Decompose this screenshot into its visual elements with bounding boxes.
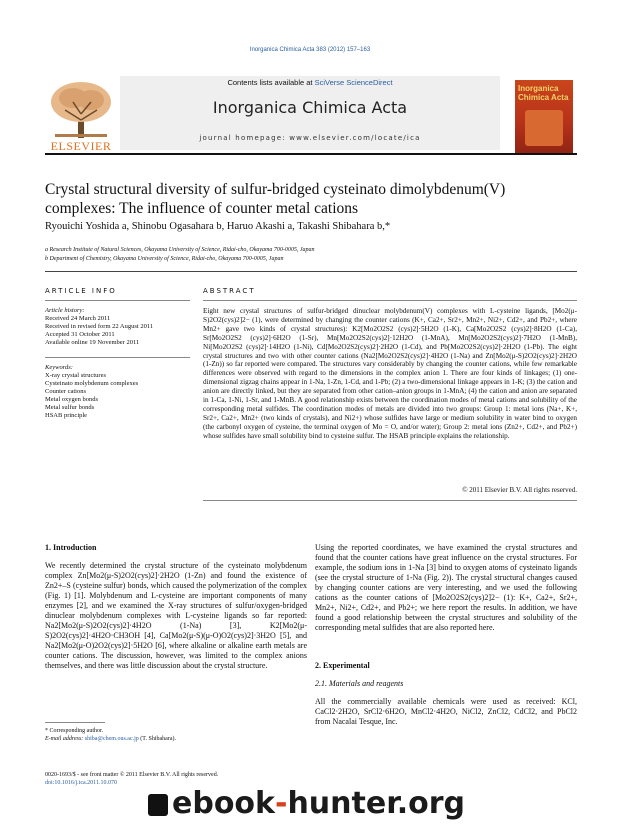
contents-line bbox=[120, 78, 500, 87]
watermark bbox=[172, 786, 620, 824]
history-label: Article history: bbox=[45, 307, 85, 314]
article-info-rule bbox=[45, 300, 190, 301]
keywords-list bbox=[45, 364, 195, 420]
elsevier-tree-logo bbox=[45, 80, 117, 144]
header-divider bbox=[45, 153, 577, 155]
keyword: Cysteinato molybdenum complexes bbox=[45, 380, 139, 387]
keyword: Metal sulfur bonds bbox=[45, 404, 95, 411]
abstract-heading: ABSTRACT bbox=[203, 287, 256, 295]
materials-subheading: 2.1. Materials and reagents bbox=[315, 679, 404, 688]
history-item: Available online 19 November 2011 bbox=[45, 339, 140, 346]
email-link[interactable]: shiba@chem.ous.ac.jp bbox=[84, 736, 139, 742]
email-suffix: (T. Shibahara). bbox=[138, 736, 177, 742]
history-item: Received in revised form 22 August 2011 bbox=[45, 323, 154, 330]
contents-prefix: Contents lists available at bbox=[227, 78, 315, 87]
intro-heading: 1. Introduction bbox=[45, 543, 97, 552]
article-info-heading: ARTICLE INFO bbox=[45, 287, 117, 295]
watermark-dash: - bbox=[275, 786, 288, 821]
keywords-rule bbox=[45, 357, 190, 358]
doi-link[interactable]: doi:10.1016/j.ica.2011.10.070 bbox=[45, 780, 117, 786]
experimental-heading: 2. Experimental bbox=[315, 661, 370, 670]
affiliation-divider bbox=[45, 271, 577, 272]
article-title-line1: Crystal structural diversity of sulfur-bridged cysteinato dimolybdenum(V) bbox=[45, 181, 506, 198]
journal-cover-image bbox=[515, 80, 573, 155]
abstract-text: Eight new crystal structures of sulfur-bridged dinuclear molybdenum(V) complexes with L-cysteine ligands, [Mo2(μ-S)2O2(cys)2]2− (1), were determined by changing the counter cations (K+, Ca2+, Sr2+, Mn2+, Ni2+, Cd2+, and Pb2+, where Mn2+ gave two kinds of crystal structures): K2[Mo2O2S2 (cys)2]·5H2O (1-K), Ca[Mo2O2S2 (cys)2]·8H2O (1-Ca), Sr[Mo2O2S2 (cys)2]·6H2O (1-Sr), Mn[Mo2O2S2(cys)2]·12H2O (1-MnA), Mn[Mo2O2S2(cys)2]·7H2O (1-MnB), Ni[Mo2O2S2 (cys)2]·14H2O (1-Ni), Cd[Mo2O2S2(cys)2]·2H2O (1-Cd), and Pb[Mo2O2S2(cys)2]·2H2O (1-Pb). The eight crystal structures and two with other counter cations (Na2[Mo2O2S2(cys)2]·4H2O (1-Na) and Zn[Mo2(μ-S)2O2(cys)2]·2H2O (1-Zn)) so far reported were compared. The structures vary considerably by changing the counter cations, while few remarkable differences were observed with regard to the dimensions in the complex anion 1. There are four kinds of linkages; (1) one-dimensional zigzag chains appear in 1-Na, 1-Zn, 1-Cd, and 1-Pb; (2) a two-dimensional linkage appears in 1-K; (3) the cation and anion are directly linked, but they are separated from other cation–anion groups in 1-MnA; (4) the cation and anion are separated in 1-Ca, 1-Ni, 1-Sr, and 1-MnB. A good relationship exists between the coordination modes of metal cations and solubility of the corresponding metal sulfides. The coordination modes of metals are divided into two groups: Group 1: metal ions (Na+, K+, Sr2+, Ca2+, Mn2+ (two kinds of crystals), and Ni2+) whose sulfides have large or medium solubility in water bind to oxygen (the carbonyl oxygen of cysteine, the terminal oxygen of Mo = O, and/or water); Group 2: metal ions (Zn2+, Cd2+, and Pb2+) whose sulfides have small solubility bind to cysteine sulfur. The HSAB principle explains the relationship. bbox=[203, 307, 577, 440]
materials-paragraph: All the commercially available chemicals were used as received: KCl, CaCl2·2H2O, SrCl2·6H2O, MnCl2·4H2O, NiCl2, ZnCl2, CdCl2, and PbCl2 from Nacalai Tesque, Inc. bbox=[315, 697, 577, 726]
watermark-part1: ebook bbox=[172, 786, 275, 821]
cover-graphic bbox=[525, 110, 563, 146]
abstract-bottom-rule bbox=[203, 500, 577, 501]
keyword: Metal oxygen bonds bbox=[45, 396, 99, 403]
footnote-rule bbox=[45, 722, 105, 723]
affiliation-b: b Department of Chemistry, Okayama University of Science, Ridai-cho, Okayama 700-0005, Japan bbox=[45, 256, 284, 262]
history-item: Accepted 31 October 2011 bbox=[45, 331, 115, 338]
abstract-rule bbox=[203, 300, 577, 301]
cover-title: Inorganica Chimica Acta bbox=[518, 84, 569, 102]
journal-title: Inorganica Chimica Acta bbox=[212, 98, 408, 117]
email-label: E-mail address: bbox=[45, 736, 85, 742]
publisher-name: ELSEVIER bbox=[50, 139, 112, 153]
article-title bbox=[45, 180, 577, 218]
history-item: Received 24 March 2011 bbox=[45, 315, 111, 322]
affiliation-a: a Research Institute of Natural Sciences, Okayama University of Science, Ridai-cho, Okayama 700-0005, Japan bbox=[45, 247, 315, 253]
author-list: Ryouichi Yoshida a, Shinobu Ogasahara b, Haruo Akashi a, Takashi Shibahara b,* bbox=[45, 221, 391, 232]
keywords-label: Keywords: bbox=[45, 364, 73, 371]
journal-banner bbox=[120, 76, 500, 150]
right-paragraph: Using the reported coordinates, we have examined the crystal structures and found that the counter cations have great influence on the crystal structures. For example, the sodium ions in 1-Na [3] bind to oxygen atoms of cysteinato ligands (see the crystal structure of 1-Na (Fig. 2)). The crystal structural changes caused by changing counter cations are very interesting, and we used the following cations as the counter cations of [Mo2O2S2(cys)2]2− (1): K+, Ca2+, Sr2+, Mn2+, Ni2+, Cd2+, and Pb2+; we here report the results. In addition, we have found a good relationship between the crystal structures and solubility of the corresponding metal sulfides that are also reported here. bbox=[315, 543, 577, 632]
issn-line: 0020-1693/$ - see front matter © 2011 Elsevier B.V. All rights reserved. bbox=[45, 772, 219, 778]
book-icon bbox=[148, 794, 168, 816]
keyword: Counter cations bbox=[45, 388, 86, 395]
copyright-notice: © 2011 Elsevier B.V. All rights reserved. bbox=[462, 486, 577, 494]
keyword: X-ray crystal structures bbox=[45, 372, 107, 379]
intro-paragraph: We recently determined the crystal structure of the cysteinato molybdenum complex Zn[Mo2(μ-S)2O2(cys)2]·2H2O (1-Zn) and found the existence of Zn2+–S (cysteine sulfur) bonds, which caused the polymerization of the complex (Fig. 1) [1]. Molybdenum and L-cysteine are important components of many enzymes [2], and we examined the X-ray structures of sulfur/oxygen-bridged dinuclear molybdenum complexes with L-cysteine ligands so far reported: Na2[Mo2(μ-S)2O2(cys)2]·4H2O (1-Na) [3], K2[Mo2(μ-S)2O2(cys)2]·4H2O·CH3OH [4], Ca[Mo2(μ-S)(μ-O)O2(cys)2]·3H2O [5], and Na2[Mo2(μ-O)2O2(cys)2]·5H2O [6], where alkaline or alkaline earth metals are counter cations. The discussion, however, was limited to the complex anions themselves, and there was little discussion about the crystal structure. bbox=[45, 561, 307, 670]
running-head: Inorganica Chimica Acta 383 (2012) 157–163 bbox=[249, 47, 371, 53]
article-title-line2: complexes: The influence of counter metal cations bbox=[45, 200, 359, 217]
journal-homepage[interactable]: journal homepage: www.elsevier.com/locate/ica bbox=[199, 134, 421, 142]
issn-block bbox=[45, 771, 307, 787]
article-history bbox=[45, 307, 195, 347]
keyword: HSAB principle bbox=[45, 412, 88, 419]
email-line bbox=[45, 735, 307, 743]
footnote-block bbox=[45, 727, 307, 743]
sciencedirect-link[interactable]: SciVerse ScienceDirect bbox=[314, 78, 393, 87]
corresponding-author-note: * Corresponding author. bbox=[45, 728, 104, 734]
watermark-part2: hunter.org bbox=[287, 786, 466, 821]
